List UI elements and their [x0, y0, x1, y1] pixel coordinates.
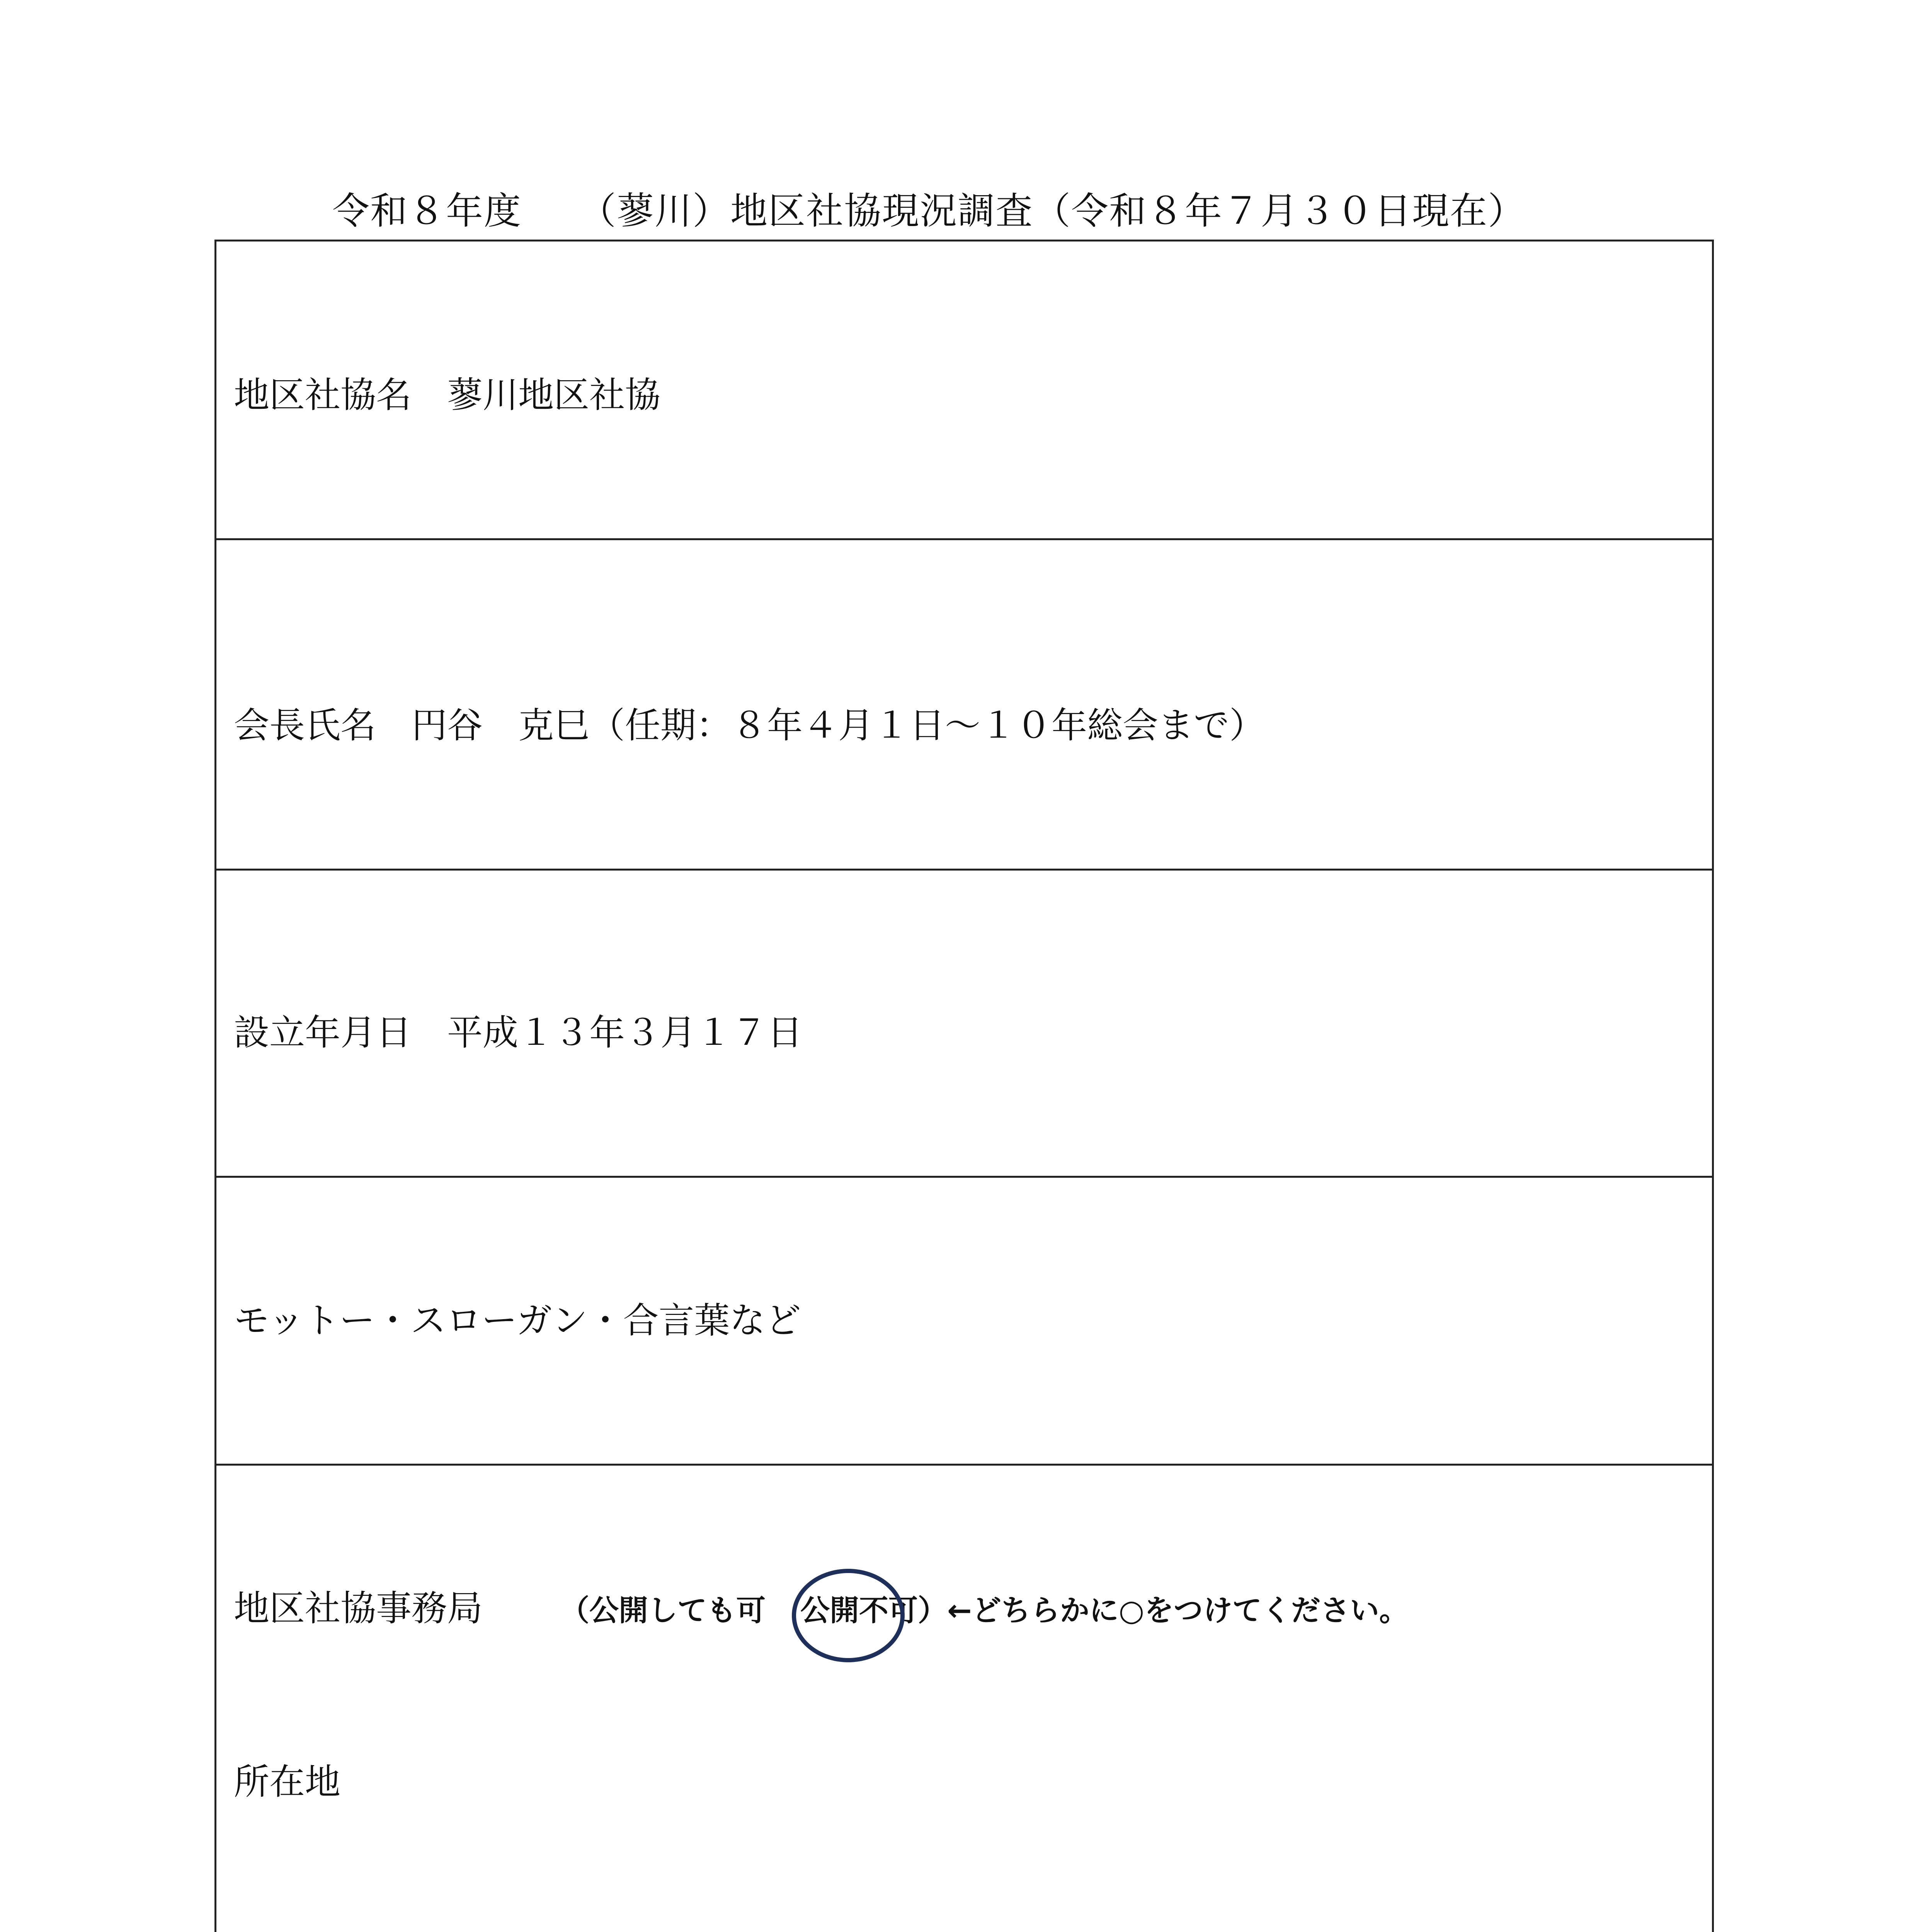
disclosure-open-option[interactable]: （公開しても可 — [560, 1593, 766, 1628]
chair-name: 会長氏名 円谷 克巳（任期：８年４月１日～１０年総会まで） — [234, 705, 1265, 746]
motto-label: モットー・スローガン・合言葉など — [234, 1300, 801, 1341]
survey-form — [214, 240, 1714, 1932]
founded-cell — [216, 870, 1713, 1177]
office-label: 地区社協事務局 — [234, 1588, 483, 1629]
disclosure-closed-option[interactable] — [800, 1582, 918, 1639]
disclosure-closed-text: 公開不可 — [800, 1593, 918, 1628]
motto-cell — [216, 1177, 1713, 1465]
phone-label — [234, 1925, 1695, 1932]
page-title: 令和８年度 （蓼川）地区社協現況調査（令和８年７月３０日現在） — [332, 189, 1526, 233]
founded-date: 設立年月日 平成１３年３月１７日 — [234, 1012, 803, 1053]
district-name-cell — [216, 241, 1713, 539]
office-cell — [216, 1465, 1713, 1932]
district-name: 地区社協名 蓼川地区社協 — [234, 374, 661, 416]
office-line — [234, 1580, 1695, 1639]
location-label: 所在地 — [234, 1761, 341, 1803]
chair-cell — [216, 539, 1713, 870]
disclosure-instruction: ）←どちらかに○をつけてください。 — [918, 1593, 1409, 1628]
